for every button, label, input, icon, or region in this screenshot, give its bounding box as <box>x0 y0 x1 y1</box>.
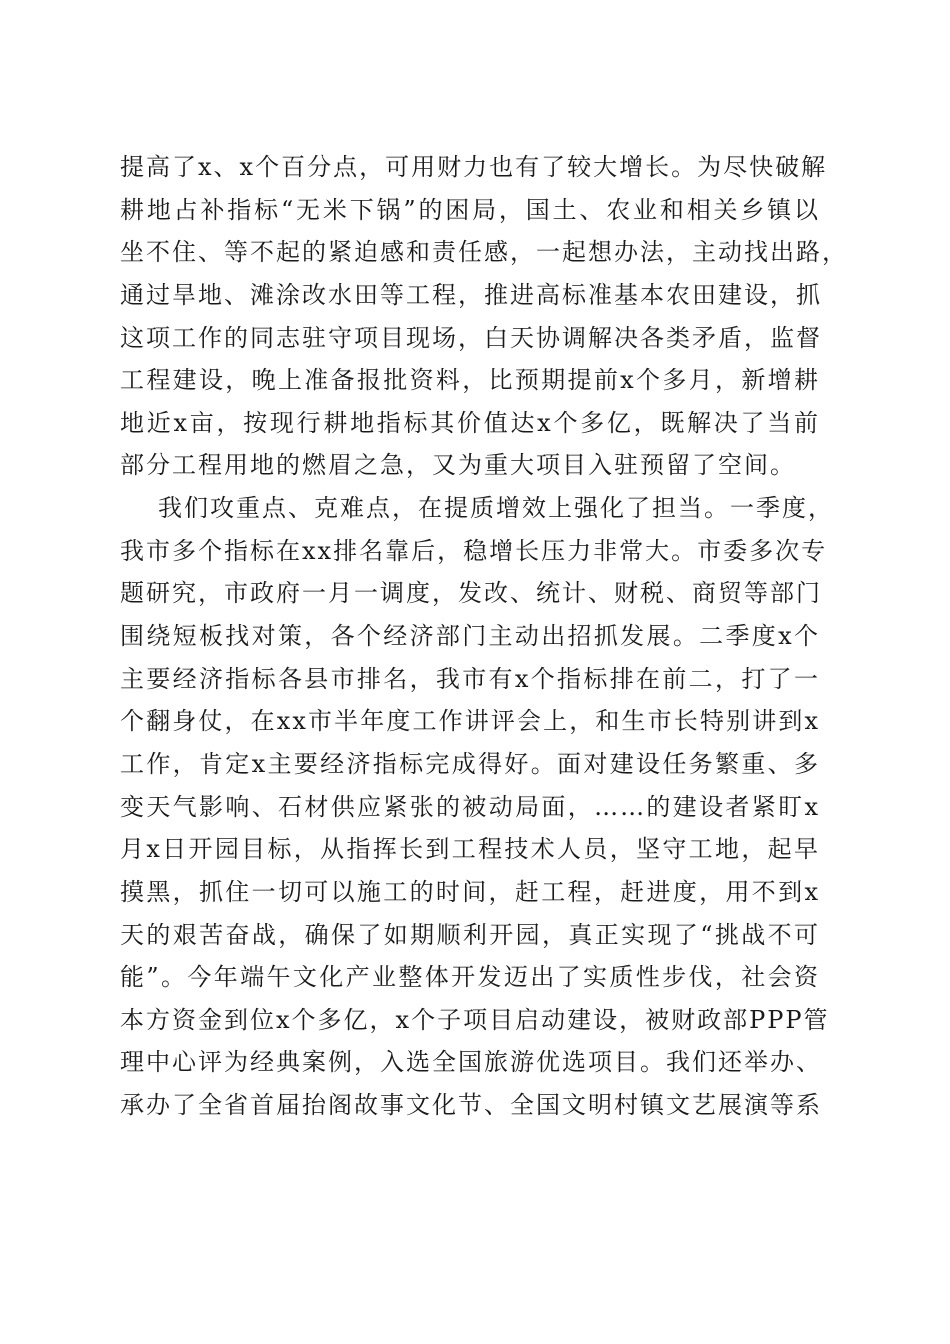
text-line: 工作，肯定x主要经济指标完成得好。面对建设任务繁重、多 <box>120 749 820 778</box>
text-line: 通过旱地、滩涂改水田等工程，推进高标准基本农田建设，抓 <box>120 280 822 309</box>
text-line: 本方资金到位x个多亿，x个子项目启动建设，被财政部PPP管 <box>120 1005 830 1034</box>
text-line: 我市多个指标在xx排名靠后，稳增长压力非常大。市委多次专 <box>120 536 828 565</box>
text-line: 地近x亩，按现行耕地指标其价值达x个多亿，既解决了当前 <box>120 408 820 437</box>
text-line: 月x日开园目标，从指挥长到工程技术人员，坚守工地，起早 <box>120 835 820 864</box>
text-line: 工程建设，晚上准备报批资料，比预期提前x个多月，新增耕 <box>120 366 820 395</box>
text-line: 理中心评为经典案例，入选全国旅游优选项目。我们还举办、 <box>120 1048 822 1077</box>
text-line: 提高了x、x个百分点，可用财力也有了较大增长。为尽快破解 <box>120 153 828 181</box>
text-line: 这项工作的同志驻守项目现场，白天协调解决各类矛盾，监督 <box>120 323 822 352</box>
text-line: 题研究，市政府一月一调度，发改、统计、财税、商贸等部门 <box>120 579 822 608</box>
text-line: 能”。今年端午文化产业整体开发迈出了实质性步伐，社会资 <box>120 963 820 992</box>
text-line: 摸黑，抓住一切可以施工的时间，赶工程，赶进度，用不到x <box>120 877 820 906</box>
text-line: 天的艰苦奋战，确保了如期顺利开园，真正实现了“挑战不可 <box>120 920 820 949</box>
text-line: 变天气影响、石材供应紧张的被动局面，……的建设者紧盯x <box>120 792 820 821</box>
body-text <box>120 146 848 1127</box>
paragraph-first-line: 我们攻重点、克难点，在提质增效上强化了担当。一季度， <box>158 494 834 523</box>
text-line: 围绕短板找对策，各个经济部门主动出招抓发展。二季度x个 <box>120 622 820 651</box>
text-line: 耕地占补指标“无米下锅”的困局，国土、农业和相关乡镇以 <box>120 195 820 224</box>
text-line: 部分工程用地的燃眉之急，又为重大项目入驻预留了空间。 <box>120 451 796 480</box>
text-line: 承办了全省首届抬阁故事文化节、全国文明村镇文艺展演等系 <box>120 1091 822 1120</box>
text-line: 坐不住、等不起的紧迫感和责任感，一起想办法，主动找出路， <box>120 238 848 267</box>
text-line: 主要经济指标各县市排名，我市有x个指标排在前二，打了一 <box>120 664 820 693</box>
text-line: 个翻身仗，在xx市半年度工作讲评会上，和生市长特别讲到x <box>120 707 820 736</box>
